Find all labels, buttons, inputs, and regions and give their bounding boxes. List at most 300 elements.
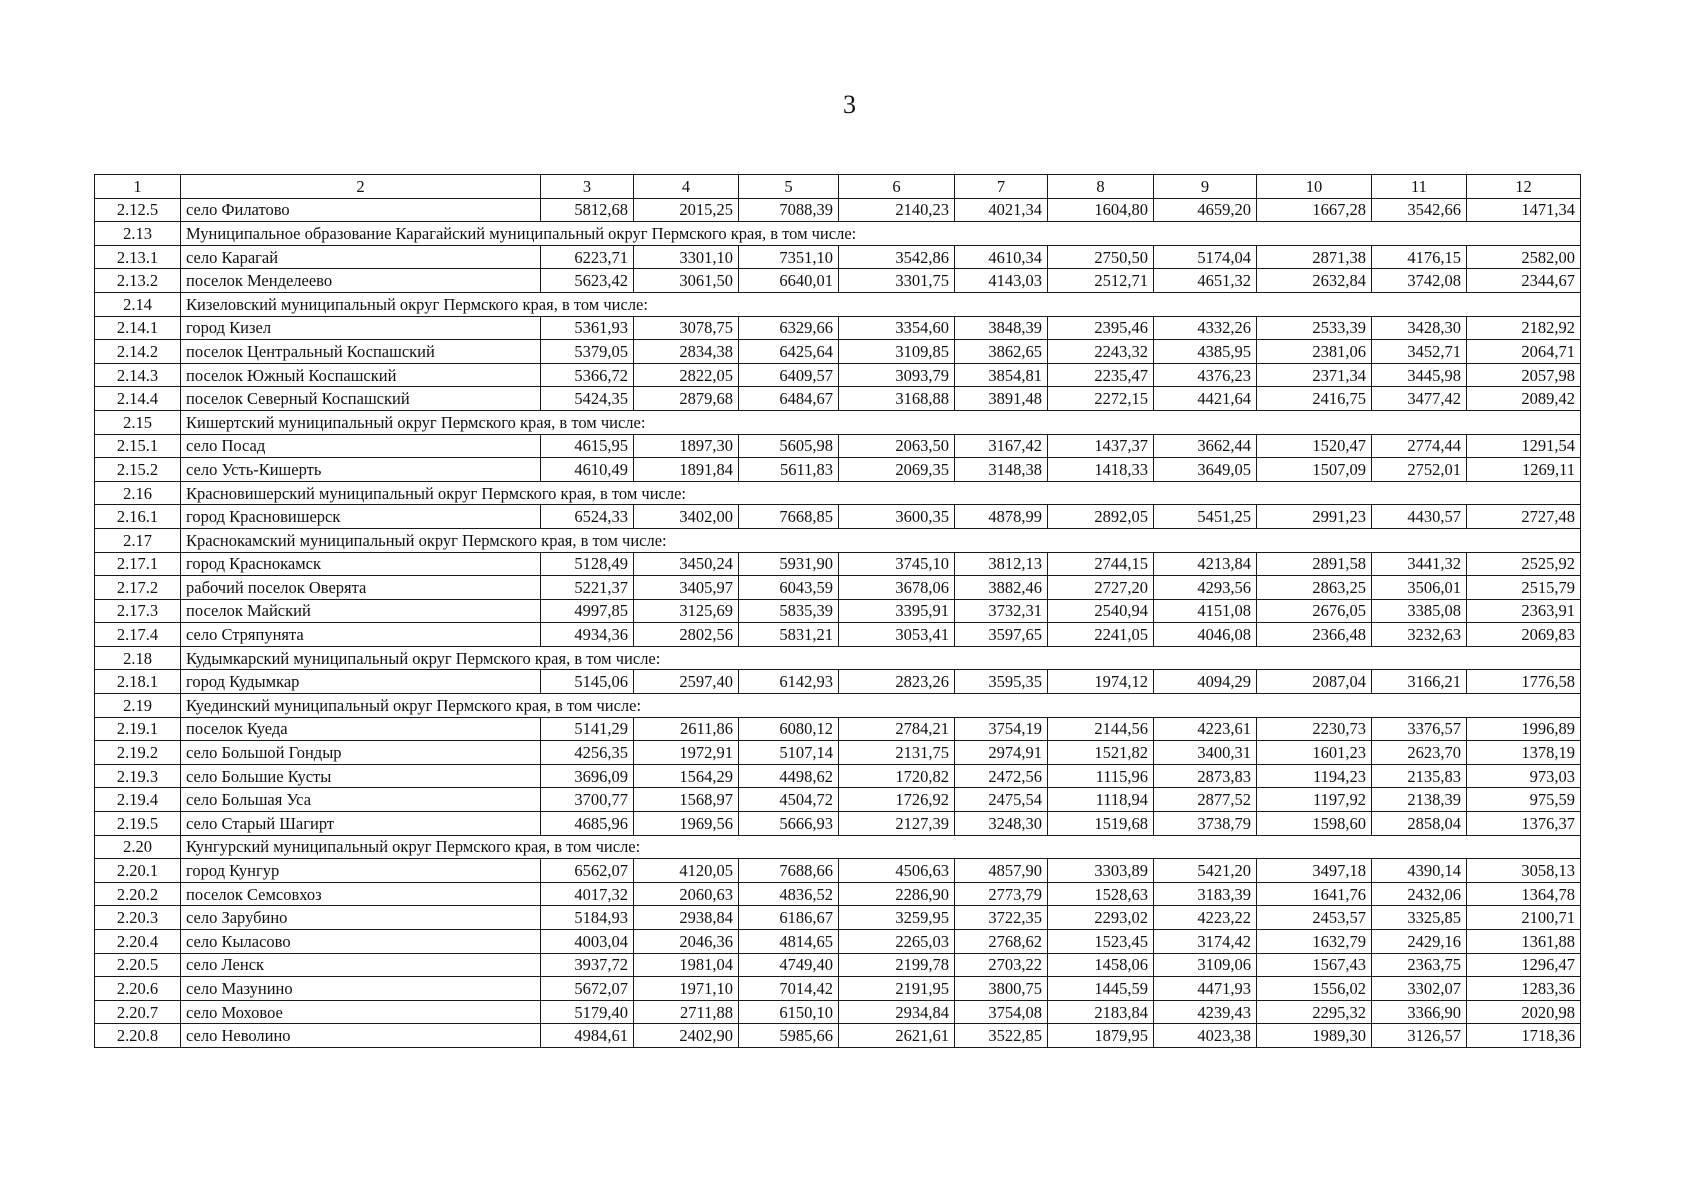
value-cell: 2020,98 <box>1467 1000 1581 1024</box>
value-cell: 2711,88 <box>634 1000 739 1024</box>
value-cell: 1361,88 <box>1467 930 1581 954</box>
group-row <box>95 694 1581 718</box>
value-cell: 5128,49 <box>541 552 634 576</box>
table-row <box>95 788 1581 812</box>
column-header-row <box>95 175 1581 199</box>
value-cell: 2974,91 <box>955 741 1048 765</box>
column-header: 8 <box>1048 175 1154 199</box>
value-cell: 3542,86 <box>839 245 955 269</box>
group-title: Кудымкарский муниципальный округ Пермского края, в том числе: <box>181 646 1581 670</box>
row-number: 2.14.2 <box>95 340 181 364</box>
value-cell: 2100,71 <box>1467 906 1581 930</box>
group-title: Муниципальное образование Карагайский муниципальный округ Пермского края, в том числе: <box>181 222 1581 246</box>
value-cell: 3542,66 <box>1372 198 1467 222</box>
value-cell: 2069,83 <box>1467 623 1581 647</box>
row-number: 2.15.1 <box>95 434 181 458</box>
value-cell: 4878,99 <box>955 505 1048 529</box>
settlement-name: город Красновишерск <box>181 505 541 529</box>
row-number: 2.20.5 <box>95 953 181 977</box>
value-cell: 2515,79 <box>1467 576 1581 600</box>
value-cell: 2752,01 <box>1372 458 1467 482</box>
value-cell: 3058,13 <box>1467 859 1581 883</box>
table-row <box>95 717 1581 741</box>
value-cell: 3745,10 <box>839 552 955 576</box>
group-row <box>95 481 1581 505</box>
value-cell: 3522,85 <box>955 1024 1048 1048</box>
value-cell: 5174,04 <box>1154 245 1257 269</box>
value-cell: 2135,83 <box>1372 764 1467 788</box>
value-cell: 4836,52 <box>739 882 839 906</box>
value-cell: 2429,16 <box>1372 930 1467 954</box>
column-header: 5 <box>739 175 839 199</box>
value-cell: 3742,08 <box>1372 269 1467 293</box>
value-cell: 2773,79 <box>955 882 1048 906</box>
value-cell: 1291,54 <box>1467 434 1581 458</box>
table-row <box>95 552 1581 576</box>
value-cell: 3812,13 <box>955 552 1048 576</box>
data-table <box>94 174 1581 1048</box>
settlement-name: село Старый Шагирт <box>181 812 541 836</box>
value-cell: 2744,15 <box>1048 552 1154 576</box>
value-cell: 2525,92 <box>1467 552 1581 576</box>
value-cell: 2199,78 <box>839 953 955 977</box>
value-cell: 4984,61 <box>541 1024 634 1048</box>
settlement-name: село Моховое <box>181 1000 541 1024</box>
value-cell: 2774,44 <box>1372 434 1467 458</box>
value-cell: 2131,75 <box>839 741 955 765</box>
value-cell: 2402,90 <box>634 1024 739 1048</box>
value-cell: 1974,12 <box>1048 670 1154 694</box>
group-title: Кишертский муниципальный округ Пермского края, в том числе: <box>181 410 1581 434</box>
value-cell: 4504,72 <box>739 788 839 812</box>
value-cell: 1378,19 <box>1467 741 1581 765</box>
value-cell: 2344,67 <box>1467 269 1581 293</box>
value-cell: 2235,47 <box>1048 363 1154 387</box>
value-cell: 2063,50 <box>839 434 955 458</box>
value-cell: 3595,35 <box>955 670 1048 694</box>
value-cell: 1989,30 <box>1257 1024 1372 1048</box>
table-row <box>95 670 1581 694</box>
value-cell: 3395,91 <box>839 599 955 623</box>
row-number: 2.17.2 <box>95 576 181 600</box>
settlement-name: село Мазунино <box>181 977 541 1001</box>
row-number: 2.16 <box>95 481 181 505</box>
value-cell: 3405,97 <box>634 576 739 600</box>
table-row <box>95 505 1581 529</box>
value-cell: 3445,98 <box>1372 363 1467 387</box>
value-cell: 3477,42 <box>1372 387 1467 411</box>
table-row <box>95 458 1581 482</box>
value-cell: 4376,23 <box>1154 363 1257 387</box>
value-cell: 2822,05 <box>634 363 739 387</box>
value-cell: 2632,84 <box>1257 269 1372 293</box>
value-cell: 4293,56 <box>1154 576 1257 600</box>
value-cell: 2834,38 <box>634 340 739 364</box>
value-cell: 2015,25 <box>634 198 739 222</box>
value-cell: 3301,10 <box>634 245 739 269</box>
settlement-name: город Краснокамск <box>181 552 541 576</box>
value-cell: 2295,32 <box>1257 1000 1372 1024</box>
value-cell: 1726,92 <box>839 788 955 812</box>
value-cell: 5605,98 <box>739 434 839 458</box>
value-cell: 5107,14 <box>739 741 839 765</box>
value-cell: 3428,30 <box>1372 316 1467 340</box>
row-number: 2.20.2 <box>95 882 181 906</box>
column-header: 11 <box>1372 175 1467 199</box>
value-cell: 3597,65 <box>955 623 1048 647</box>
value-cell: 3848,39 <box>955 316 1048 340</box>
value-cell: 1519,68 <box>1048 812 1154 836</box>
value-cell: 1776,58 <box>1467 670 1581 694</box>
value-cell: 6425,64 <box>739 340 839 364</box>
value-cell: 2286,90 <box>839 882 955 906</box>
value-cell: 6142,93 <box>739 670 839 694</box>
table-body <box>95 175 1581 1048</box>
value-cell: 5985,66 <box>739 1024 839 1048</box>
value-cell: 3366,90 <box>1372 1000 1467 1024</box>
value-cell: 2230,73 <box>1257 717 1372 741</box>
value-cell: 1521,82 <box>1048 741 1154 765</box>
table-row <box>95 363 1581 387</box>
value-cell: 4021,34 <box>955 198 1048 222</box>
settlement-name: поселок Менделеево <box>181 269 541 293</box>
value-cell: 1897,30 <box>634 434 739 458</box>
row-number: 2.14.1 <box>95 316 181 340</box>
row-number: 2.14.4 <box>95 387 181 411</box>
value-cell: 4390,14 <box>1372 859 1467 883</box>
value-cell: 7688,66 <box>739 859 839 883</box>
settlement-name: поселок Куеда <box>181 717 541 741</box>
row-number: 2.19.2 <box>95 741 181 765</box>
value-cell: 3053,41 <box>839 623 955 647</box>
value-cell: 2183,84 <box>1048 1000 1154 1024</box>
value-cell: 4046,08 <box>1154 623 1257 647</box>
value-cell: 5451,25 <box>1154 505 1257 529</box>
value-cell: 1972,91 <box>634 741 739 765</box>
value-cell: 3126,57 <box>1372 1024 1467 1048</box>
value-cell: 2089,42 <box>1467 387 1581 411</box>
row-number: 2.19.5 <box>95 812 181 836</box>
value-cell: 1879,95 <box>1048 1024 1154 1048</box>
value-cell: 2858,04 <box>1372 812 1467 836</box>
value-cell: 4749,40 <box>739 953 839 977</box>
value-cell: 3738,79 <box>1154 812 1257 836</box>
value-cell: 4615,95 <box>541 434 634 458</box>
row-number: 2.20.8 <box>95 1024 181 1048</box>
value-cell: 3302,07 <box>1372 977 1467 1001</box>
value-cell: 1118,94 <box>1048 788 1154 812</box>
value-cell: 2727,48 <box>1467 505 1581 529</box>
table-row <box>95 434 1581 458</box>
row-number: 2.17.4 <box>95 623 181 647</box>
table-row <box>95 930 1581 954</box>
column-header: 9 <box>1154 175 1257 199</box>
row-number: 2.17.1 <box>95 552 181 576</box>
value-cell: 1891,84 <box>634 458 739 482</box>
value-cell: 6484,67 <box>739 387 839 411</box>
value-cell: 4685,96 <box>541 812 634 836</box>
column-header: 2 <box>181 175 541 199</box>
value-cell: 2891,58 <box>1257 552 1372 576</box>
row-number: 2.12.5 <box>95 198 181 222</box>
group-title: Кизеловский муниципальный округ Пермского края, в том числе: <box>181 292 1581 316</box>
value-cell: 3125,69 <box>634 599 739 623</box>
value-cell: 3506,01 <box>1372 576 1467 600</box>
value-cell: 1437,37 <box>1048 434 1154 458</box>
value-cell: 3649,05 <box>1154 458 1257 482</box>
value-cell: 4934,36 <box>541 623 634 647</box>
settlement-name: село Усть-Кишерть <box>181 458 541 482</box>
value-cell: 1471,34 <box>1467 198 1581 222</box>
value-cell: 6329,66 <box>739 316 839 340</box>
value-cell: 2366,48 <box>1257 623 1372 647</box>
value-cell: 5379,05 <box>541 340 634 364</box>
value-cell: 4430,57 <box>1372 505 1467 529</box>
value-cell: 3862,65 <box>955 340 1048 364</box>
value-cell: 3248,30 <box>955 812 1048 836</box>
value-cell: 2877,52 <box>1154 788 1257 812</box>
value-cell: 2871,38 <box>1257 245 1372 269</box>
value-cell: 2057,98 <box>1467 363 1581 387</box>
column-header: 4 <box>634 175 739 199</box>
value-cell: 7088,39 <box>739 198 839 222</box>
settlement-name: город Кунгур <box>181 859 541 883</box>
value-cell: 2802,56 <box>634 623 739 647</box>
value-cell: 2293,02 <box>1048 906 1154 930</box>
value-cell: 2064,71 <box>1467 340 1581 364</box>
value-cell: 3452,71 <box>1372 340 1467 364</box>
value-cell: 1528,63 <box>1048 882 1154 906</box>
settlement-name: город Кизел <box>181 316 541 340</box>
value-cell: 5931,90 <box>739 552 839 576</box>
value-cell: 3450,24 <box>634 552 739 576</box>
row-number: 2.15.2 <box>95 458 181 482</box>
value-cell: 3109,85 <box>839 340 955 364</box>
value-cell: 2934,84 <box>839 1000 955 1024</box>
value-cell: 2768,62 <box>955 930 1048 954</box>
value-cell: 1520,47 <box>1257 434 1372 458</box>
table-row <box>95 269 1581 293</box>
value-cell: 1418,33 <box>1048 458 1154 482</box>
column-header: 3 <box>541 175 634 199</box>
value-cell: 2265,03 <box>839 930 955 954</box>
value-cell: 6524,33 <box>541 505 634 529</box>
row-number: 2.20.7 <box>95 1000 181 1024</box>
value-cell: 4023,38 <box>1154 1024 1257 1048</box>
value-cell: 7351,10 <box>739 245 839 269</box>
value-cell: 2863,25 <box>1257 576 1372 600</box>
settlement-name: село Посад <box>181 434 541 458</box>
value-cell: 6080,12 <box>739 717 839 741</box>
value-cell: 5812,68 <box>541 198 634 222</box>
value-cell: 7668,85 <box>739 505 839 529</box>
value-cell: 5221,37 <box>541 576 634 600</box>
settlement-name: село Зарубино <box>181 906 541 930</box>
value-cell: 2069,35 <box>839 458 955 482</box>
value-cell: 2395,46 <box>1048 316 1154 340</box>
value-cell: 4610,34 <box>955 245 1048 269</box>
value-cell: 5831,21 <box>739 623 839 647</box>
value-cell: 4332,26 <box>1154 316 1257 340</box>
value-cell: 1604,80 <box>1048 198 1154 222</box>
value-cell: 5672,07 <box>541 977 634 1001</box>
row-number: 2.19 <box>95 694 181 718</box>
value-cell: 2623,70 <box>1372 741 1467 765</box>
value-cell: 2060,63 <box>634 882 739 906</box>
value-cell: 4256,35 <box>541 741 634 765</box>
value-cell: 2416,75 <box>1257 387 1372 411</box>
value-cell: 2087,04 <box>1257 670 1372 694</box>
table-row <box>95 623 1581 647</box>
value-cell: 3696,09 <box>541 764 634 788</box>
value-cell: 4651,32 <box>1154 269 1257 293</box>
value-cell: 3168,88 <box>839 387 955 411</box>
value-cell: 6150,10 <box>739 1000 839 1024</box>
settlement-name: поселок Северный Коспашский <box>181 387 541 411</box>
value-cell: 2127,39 <box>839 812 955 836</box>
value-cell: 3301,75 <box>839 269 955 293</box>
table-row <box>95 245 1581 269</box>
value-cell: 3891,48 <box>955 387 1048 411</box>
value-cell: 5611,83 <box>739 458 839 482</box>
value-cell: 1718,36 <box>1467 1024 1581 1048</box>
value-cell: 2432,06 <box>1372 882 1467 906</box>
value-cell: 4094,29 <box>1154 670 1257 694</box>
value-cell: 3662,44 <box>1154 434 1257 458</box>
column-header: 12 <box>1467 175 1581 199</box>
value-cell: 1283,36 <box>1467 977 1581 1001</box>
table-row <box>95 1024 1581 1048</box>
value-cell: 1568,97 <box>634 788 739 812</box>
value-cell: 1458,06 <box>1048 953 1154 977</box>
value-cell: 2512,71 <box>1048 269 1154 293</box>
column-header: 6 <box>839 175 955 199</box>
value-cell: 3325,85 <box>1372 906 1467 930</box>
value-cell: 4814,65 <box>739 930 839 954</box>
value-cell: 4421,64 <box>1154 387 1257 411</box>
value-cell: 7014,42 <box>739 977 839 1001</box>
value-cell: 2046,36 <box>634 930 739 954</box>
settlement-name: село Ленск <box>181 953 541 977</box>
value-cell: 1601,23 <box>1257 741 1372 765</box>
value-cell: 1641,76 <box>1257 882 1372 906</box>
value-cell: 3093,79 <box>839 363 955 387</box>
value-cell: 3259,95 <box>839 906 955 930</box>
value-cell: 1269,11 <box>1467 458 1581 482</box>
value-cell: 3722,35 <box>955 906 1048 930</box>
value-cell: 4120,05 <box>634 859 739 883</box>
value-cell: 4003,04 <box>541 930 634 954</box>
group-row <box>95 528 1581 552</box>
page-number: 3 <box>843 90 856 119</box>
row-number: 2.16.1 <box>95 505 181 529</box>
value-cell: 1194,23 <box>1257 764 1372 788</box>
value-cell: 2381,06 <box>1257 340 1372 364</box>
value-cell: 2241,05 <box>1048 623 1154 647</box>
table-row <box>95 340 1581 364</box>
value-cell: 1720,82 <box>839 764 955 788</box>
settlement-name: город Кудымкар <box>181 670 541 694</box>
value-cell: 2453,57 <box>1257 906 1372 930</box>
settlement-name: село Карагай <box>181 245 541 269</box>
value-cell: 975,59 <box>1467 788 1581 812</box>
settlement-name: село Филатово <box>181 198 541 222</box>
value-cell: 5666,93 <box>739 812 839 836</box>
value-cell: 2879,68 <box>634 387 739 411</box>
row-number: 2.13.2 <box>95 269 181 293</box>
value-cell: 2363,75 <box>1372 953 1467 977</box>
value-cell: 973,03 <box>1467 764 1581 788</box>
value-cell: 4143,03 <box>955 269 1048 293</box>
value-cell: 2472,56 <box>955 764 1048 788</box>
value-cell: 2727,20 <box>1048 576 1154 600</box>
value-cell: 5623,42 <box>541 269 634 293</box>
value-cell: 1364,78 <box>1467 882 1581 906</box>
value-cell: 2533,39 <box>1257 316 1372 340</box>
value-cell: 6043,59 <box>739 576 839 600</box>
table-row <box>95 859 1581 883</box>
table-row <box>95 1000 1581 1024</box>
value-cell: 6223,71 <box>541 245 634 269</box>
value-cell: 5424,35 <box>541 387 634 411</box>
value-cell: 1556,02 <box>1257 977 1372 1001</box>
value-cell: 3183,39 <box>1154 882 1257 906</box>
value-cell: 4017,32 <box>541 882 634 906</box>
table-row <box>95 977 1581 1001</box>
row-number: 2.14.3 <box>95 363 181 387</box>
value-cell: 6186,67 <box>739 906 839 930</box>
row-number: 2.14 <box>95 292 181 316</box>
settlement-name: село Большие Кусты <box>181 764 541 788</box>
value-cell: 4471,93 <box>1154 977 1257 1001</box>
value-cell: 4498,62 <box>739 764 839 788</box>
row-number: 2.17 <box>95 528 181 552</box>
value-cell: 2138,39 <box>1372 788 1467 812</box>
value-cell: 1667,28 <box>1257 198 1372 222</box>
settlement-name: село Большой Гондыр <box>181 741 541 765</box>
value-cell: 3166,21 <box>1372 670 1467 694</box>
value-cell: 1996,89 <box>1467 717 1581 741</box>
value-cell: 3882,46 <box>955 576 1048 600</box>
value-cell: 1598,60 <box>1257 812 1372 836</box>
group-row <box>95 646 1581 670</box>
settlement-name: поселок Семсовхоз <box>181 882 541 906</box>
value-cell: 2272,15 <box>1048 387 1154 411</box>
value-cell: 3754,08 <box>955 1000 1048 1024</box>
settlement-name: село Стряпунята <box>181 623 541 647</box>
group-title: Краснокамский муниципальный округ Пермского края, в том числе: <box>181 528 1581 552</box>
settlement-name: село Кыласово <box>181 930 541 954</box>
row-number: 2.18.1 <box>95 670 181 694</box>
value-cell: 2144,56 <box>1048 717 1154 741</box>
value-cell: 2371,34 <box>1257 363 1372 387</box>
value-cell: 6409,57 <box>739 363 839 387</box>
table-row <box>95 387 1581 411</box>
column-header: 1 <box>95 175 181 199</box>
settlement-name: поселок Южный Коспашский <box>181 363 541 387</box>
row-number: 2.20.1 <box>95 859 181 883</box>
value-cell: 1197,92 <box>1257 788 1372 812</box>
value-cell: 4506,63 <box>839 859 955 883</box>
value-cell: 3402,00 <box>634 505 739 529</box>
value-cell: 3678,06 <box>839 576 955 600</box>
value-cell: 5361,93 <box>541 316 634 340</box>
row-number: 2.18 <box>95 646 181 670</box>
value-cell: 5145,06 <box>541 670 634 694</box>
table-row <box>95 576 1581 600</box>
value-cell: 2182,92 <box>1467 316 1581 340</box>
value-cell: 5179,40 <box>541 1000 634 1024</box>
